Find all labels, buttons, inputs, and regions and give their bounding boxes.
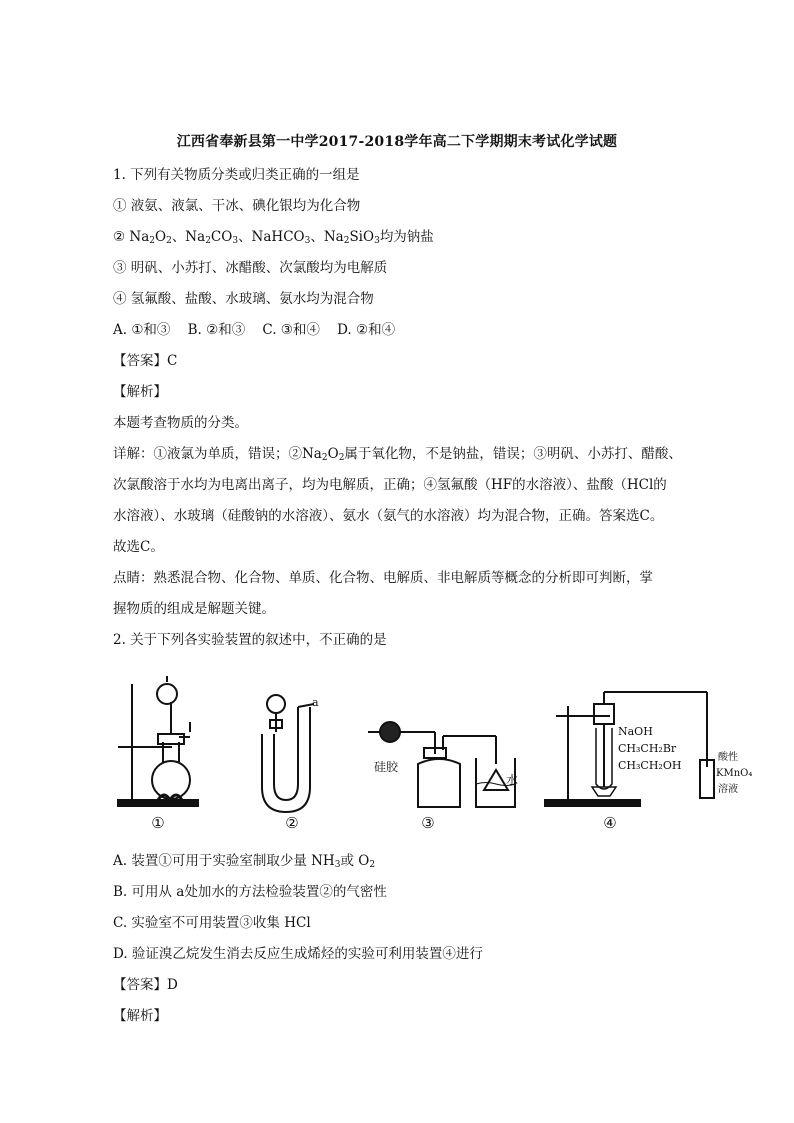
- q1-stem: 1. 下列有关物质分类或归类正确的一组是: [113, 167, 360, 183]
- q2-analysis-heading: 【解析】: [113, 1008, 167, 1024]
- q1-item-3: ③ 明矾、小苏打、冰醋酸、次氯酸均为电解质: [113, 260, 388, 276]
- q1-item-4: ④ 氢氟酸、盐酸、水玻璃、氨水均为混合物: [113, 291, 374, 307]
- q1-detail-line-2: 次氯酸溶于水均为电离出离子，均为电解质，正确；④氢氟酸（HF的水溶液）、盐酸（HCl的: [113, 477, 667, 493]
- q2-option-b: B. 可用从 a处加水的方法检验装置②的气密性: [113, 884, 387, 900]
- q1-analysis-heading: 【解析】: [113, 384, 167, 400]
- silica-gel-label: 硅胶: [374, 760, 399, 774]
- apparatus-drawing: [110, 672, 753, 837]
- q1-point-line-2: 握物质的组成是解题关键。: [113, 601, 275, 617]
- q1-point-line-1: 点睛：熟悉混合物、化合物、单质、化合物、电解质、非电解质等概念的分析即可判断，掌: [113, 570, 653, 586]
- q1-item-2: ② $Na_2O_2$、$Na_2CO_3$、NaHCO$_3$、$Na_2SiO_3$均为钠盐: [113, 229, 434, 246]
- naoh-label: NaOH: [618, 725, 653, 738]
- q2-option-a: A. 装置①可用于实验室制取少量 $NH_3$或 $O_2$: [113, 853, 376, 870]
- apparatus-figures: [110, 672, 753, 837]
- q2-stem: 2. 关于下列各实验装置的叙述中，不正确的是: [113, 632, 387, 648]
- ch3ch2oh-label: CH₃CH₂OH: [618, 759, 682, 772]
- q1-item-1: ① 液氨、液氯、干冰、碘化银均为化合物: [113, 198, 361, 214]
- solution-label: 溶液: [718, 784, 738, 795]
- q1-detail-line-1: 详解：①液氯为单质，错误；$②Na_2O_2$属于氧化物，不是钠盐，错误；③明矾、小苏打、醋酸、: [113, 446, 682, 463]
- apparatus-1: [118, 676, 198, 806]
- ch3ch2br-label: CH₃CH₂Br: [618, 742, 677, 755]
- figure-label-1: ①: [151, 814, 165, 832]
- apparatus-2: [262, 695, 314, 812]
- figure-label-2: ②: [285, 814, 299, 832]
- page-title: 江西省奉新县第一中学2017-2018学年高二下学期期末考试化学试题: [176, 134, 618, 150]
- q2-option-c: C. 实验室不可用装置③收集 HCl: [113, 915, 311, 931]
- figure-label-4: ④: [603, 814, 617, 832]
- figure-label-3: ③: [421, 814, 435, 832]
- q1-answer: 【答案】C: [113, 353, 178, 369]
- q2-option-d: D. 验证溴乙烷发生消去反应生成烯烃的实验可利用装置④进行: [113, 946, 483, 962]
- q1-detail-line-3: 水溶液）、水玻璃（硅酸钠的水溶液）、氨水（氨气的水溶液）均为混合物，正确。答案选C。: [113, 508, 664, 524]
- water-label: 水: [506, 773, 519, 787]
- acidic-label: 酸性: [718, 752, 738, 763]
- q1-analysis-summary: 本题考查物质的分类。: [113, 415, 248, 431]
- q1-detail-line-4: 故选C。: [113, 539, 164, 555]
- port-a-label: a: [312, 696, 319, 709]
- q2-answer: 【答案】D: [113, 977, 178, 993]
- kmno4-label: KMnO₄: [716, 768, 753, 779]
- q1-options: A. ①和③ B. ②和③ C. ③和④ D. ②和④: [113, 322, 396, 338]
